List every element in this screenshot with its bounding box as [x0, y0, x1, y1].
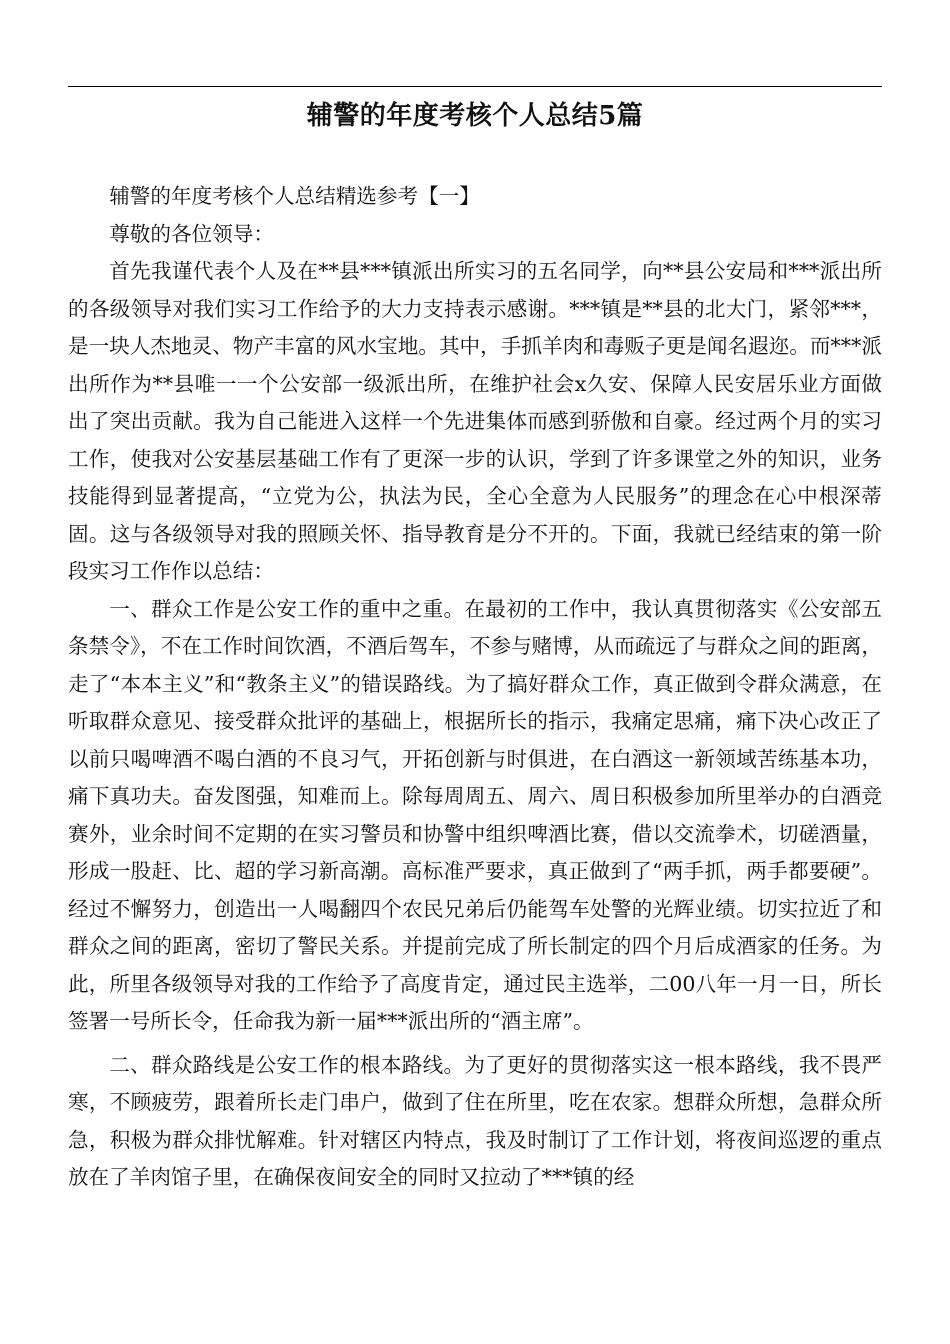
section-heading: 辅警的年度考核个人总结精选参考【一】	[109, 184, 480, 208]
paragraph-intro: 首先我谨代表个人及在**县***镇派出所实习的五名同学，向**县公安局和***派出所的各级领导对我们实习工作给予的大力支持表示感谢。***镇是**县的北大门，紧邻***，是一块人杰地灵、物产丰富的风水宝地。其中，手抓羊肉和毒贩子更是闻名遐迩。而***派出所作为**县唯一一个公安部一级派出所，在维护社会x久安、保障人民安居乐业方面做出了突出贡献。我为自己能进入这样一个先进集体而感到骄傲和自豪。经过两个月的实习工作，使我对公安基层基础工作有了更深一步的认识，学到了许多课堂之外的知识，业务技能得到显著提高，“立党为公，执法为民，全心全意为人民服务”的理念在心中根深蒂固。这与各级领导对我的照顾关怀、指导教育是分不开的。下面，我就已经结束的第一阶段实习工作作以总结：	[68, 259, 882, 583]
paragraph-point-two: 二、群众路线是公安工作的根本路线。为了更好的贯彻落实这一根本路线，我不畏严寒，不顾疲劳，跟着所长走门串户，做到了住在所里，吃在农家。想群众所想，急群众所急，积极为群众排忧解难。针对辖区内特点，我及时制订了工作计划，将夜间巡逻的重点放在了羊肉馆子里，在确保夜间安全的同时又拉动了***镇的经	[68, 1052, 882, 1189]
header-rule	[68, 86, 882, 87]
paragraph-point-one: 一、群众工作是公安工作的重中之重。在最初的工作中，我认真贯彻落实《公安部五条禁令》，不在工作时间饮酒，不酒后驾车，不参与赌博，从而疏远了与群众之间的距离，走了“本本主义”和“教条主义”的错误路线。为了搞好群众工作，真正做到令群众满意，在听取群众意见、接受群众批评的基础上，根据所长的指示，我痛定思痛，痛下决心改正了以前只喝啤酒不喝白酒的不良习气，开拓创新与时俱进，在白酒这一新领域苦练基本功，痛下真功夫。奋发图强，知难而上。除每周周五、周六、周日积极参加所里举办的白酒竞赛外，业余时间不定期的在实习警员和协警中组织啤酒比赛，借以交流拳术，切磋酒量，形成一股赶、比、超的学习新高潮。高标准严要求，真正做到了“两手抓，两手都要硬”。经过不懈努力，创造出一人喝翻四个农民兄弟后仍能驾车处警的光辉业绩。切实拉近了和群众之间的距离，密切了警民关系。并提前完成了所长制定的四个月后成酒家的任务。为此，所里各级领导对我的工作给予了高度肯定，通过民主选举，二00八年一月一日，所长签署一号所长令，任命我为新一届***派出所的“酒主席”。	[68, 596, 882, 1033]
document-title: 辅警的年度考核个人总结5篇	[306, 101, 644, 131]
document-body	[68, 178, 882, 1197]
salutation: 尊敬的各位领导：	[109, 221, 274, 246]
